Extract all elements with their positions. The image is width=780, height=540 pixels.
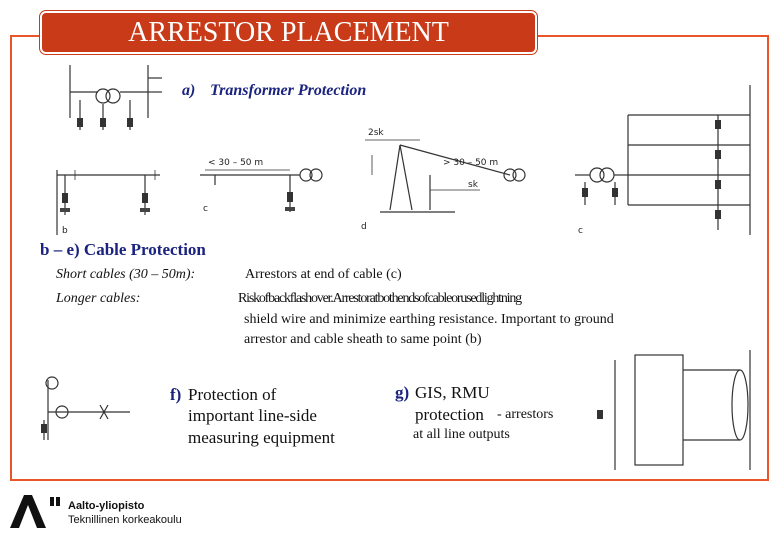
- logo-subtitle: Teknillinen korkeakoulu: [68, 514, 182, 526]
- row-long-cont2: arrestor and cable sheath to same point (b): [244, 332, 482, 347]
- logo-mark: [10, 495, 60, 528]
- row-short-label: Short cables (30 – 50m):: [56, 267, 196, 282]
- label-dist-short: < 30 – 50 m: [208, 158, 264, 168]
- section-g-line1: GIS, RMU: [415, 383, 490, 402]
- section-g-line4: at all line outputs: [413, 427, 510, 442]
- page-title: ARRESTOR PLACEMENT: [128, 17, 449, 48]
- diagram-f: [41, 377, 130, 440]
- diagram-g: [597, 350, 750, 470]
- section-f-line3: measuring equipment: [188, 428, 335, 447]
- section-f-line2: important line-side: [188, 406, 317, 425]
- section-be-heading: b – e) Cable Protection: [40, 240, 206, 259]
- section-g-letter: g): [395, 383, 410, 402]
- section-f-line1: Protection of: [188, 385, 277, 404]
- label-c-right: c: [578, 226, 583, 236]
- label-c: c: [203, 204, 208, 214]
- diagram-c: [200, 169, 322, 212]
- section-a-heading: Transformer Protection: [210, 82, 367, 99]
- diagram-b: [57, 170, 160, 235]
- section-g-line2: protection: [415, 405, 484, 424]
- label-d: d: [361, 222, 367, 232]
- row-short-text: Arrestors at end of cable (c): [245, 267, 402, 282]
- label-sk: sk: [468, 180, 478, 190]
- section-f-letter: f): [170, 385, 182, 404]
- row-long-cont1: shield wire and minimize earthing resistance. Important to ground: [244, 312, 614, 327]
- section-g-line3: - arrestors: [497, 407, 554, 422]
- diagram-d: [365, 140, 525, 212]
- row-long-label: Longer cables:: [56, 291, 141, 306]
- diagram-c-right: [575, 85, 750, 235]
- section-a-letter: a): [182, 82, 196, 99]
- logo-name: Aalto-yliopisto: [68, 500, 145, 512]
- label-b: b: [62, 226, 68, 236]
- label-2sk: 2sk: [368, 128, 384, 138]
- diagram-a-transformer: [70, 65, 162, 130]
- label-dist-long: > 30 – 50 m: [443, 158, 499, 168]
- row-long-text: Riskofbackflashover.Arrestoratbothendsofcableorusedlightning: [238, 291, 521, 306]
